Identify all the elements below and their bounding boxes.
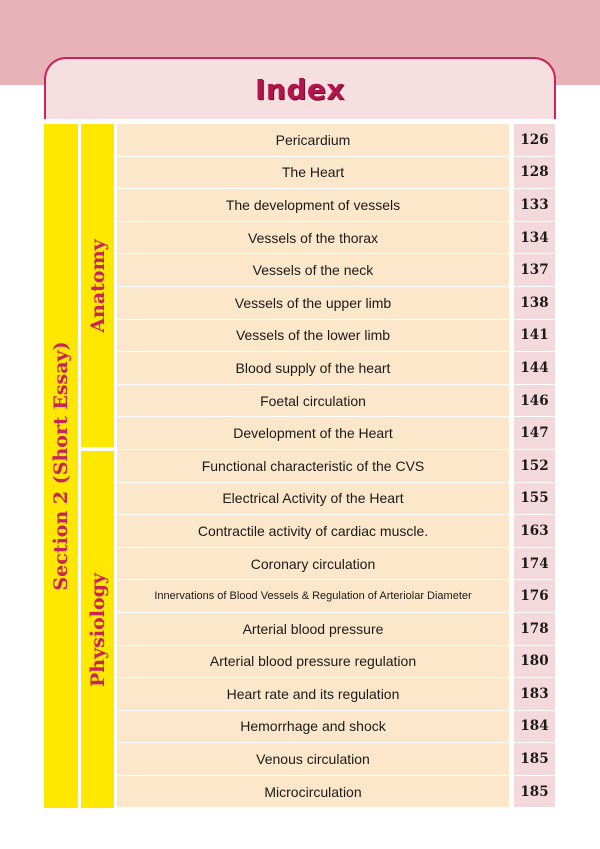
- page-number: 185: [514, 743, 555, 775]
- topic-title: Hemorrhage and shock: [117, 711, 509, 743]
- page-number: 133: [514, 189, 555, 221]
- page-number: 152: [514, 450, 555, 482]
- page-number: 126: [514, 124, 555, 156]
- index-table: [117, 124, 555, 808]
- index-row[interactable]: [117, 157, 555, 190]
- topic-title: The Heart: [117, 157, 509, 189]
- topic-title: Vessels of the upper limb: [117, 287, 509, 319]
- index-row[interactable]: [117, 385, 555, 418]
- page-number: 176: [514, 580, 555, 612]
- page-number: 184: [514, 711, 555, 743]
- index-row[interactable]: [117, 417, 555, 450]
- topic-title: Heart rate and its regulation: [117, 678, 509, 710]
- topic-title: Foetal circulation: [117, 385, 509, 417]
- page-number: 137: [514, 254, 555, 286]
- topic-title: Venous circulation: [117, 743, 509, 775]
- section-label: Section 2 (Short Essay): [50, 341, 72, 591]
- page-number: 163: [514, 515, 555, 547]
- topic-title: Development of the Heart: [117, 417, 509, 449]
- subsection-anatomy-bar: [81, 124, 114, 447]
- page-number: 147: [514, 417, 555, 449]
- index-row[interactable]: [117, 352, 555, 385]
- topic-title: Pericardium: [117, 124, 509, 156]
- topic-title: Vessels of the neck: [117, 254, 509, 286]
- page-title: Index: [255, 73, 345, 106]
- index-row[interactable]: [117, 222, 555, 255]
- page-number: 134: [514, 222, 555, 254]
- topic-title: Vessels of the thorax: [117, 222, 509, 254]
- topic-title: Functional characteristic of the CVS: [117, 450, 509, 482]
- topic-title: Contractile activity of cardiac muscle.: [117, 515, 509, 547]
- index-row[interactable]: [117, 613, 555, 646]
- topic-title: Vessels of the lower limb: [117, 320, 509, 352]
- topic-title: Innervations of Blood Vessels & Regulation of Arteriolar Diameter: [117, 580, 509, 612]
- subsection-physiology-label: Physiology: [86, 572, 109, 687]
- index-row[interactable]: [117, 483, 555, 516]
- subsection-physiology-bar: [81, 451, 114, 808]
- topic-title: Coronary circulation: [117, 548, 509, 580]
- index-row[interactable]: [117, 450, 555, 483]
- index-row[interactable]: [117, 646, 555, 679]
- page-number: 141: [514, 320, 555, 352]
- page-number: 138: [514, 287, 555, 319]
- index-row[interactable]: [117, 254, 555, 287]
- page-number: 178: [514, 613, 555, 645]
- index-row[interactable]: [117, 776, 555, 809]
- topic-title: Arterial blood pressure regulation: [117, 646, 509, 678]
- index-row[interactable]: [117, 189, 555, 222]
- topic-title: Arterial blood pressure: [117, 613, 509, 645]
- subsection-anatomy-label: Anatomy: [86, 238, 109, 333]
- title-tab: [44, 57, 556, 119]
- topic-title: Blood supply of the heart: [117, 352, 509, 384]
- index-row[interactable]: [117, 320, 555, 353]
- index-row[interactable]: [117, 548, 555, 581]
- page-number: 128: [514, 157, 555, 189]
- topic-title: Electrical Activity of the Heart: [117, 483, 509, 515]
- index-row[interactable]: [117, 678, 555, 711]
- page-number: 183: [514, 678, 555, 710]
- topic-title: The development of vessels: [117, 189, 509, 221]
- page-number: 185: [514, 776, 555, 808]
- section-label-bar: [44, 124, 78, 808]
- index-row[interactable]: [117, 711, 555, 744]
- page-number: 144: [514, 352, 555, 384]
- page-number: 174: [514, 548, 555, 580]
- page-number: 146: [514, 385, 555, 417]
- index-row[interactable]: [117, 580, 555, 613]
- page-number: 180: [514, 646, 555, 678]
- index-row[interactable]: [117, 287, 555, 320]
- index-row[interactable]: [117, 124, 555, 157]
- page-number: 155: [514, 483, 555, 515]
- index-row[interactable]: [117, 743, 555, 776]
- index-row[interactable]: [117, 515, 555, 548]
- topic-title: Microcirculation: [117, 776, 509, 808]
